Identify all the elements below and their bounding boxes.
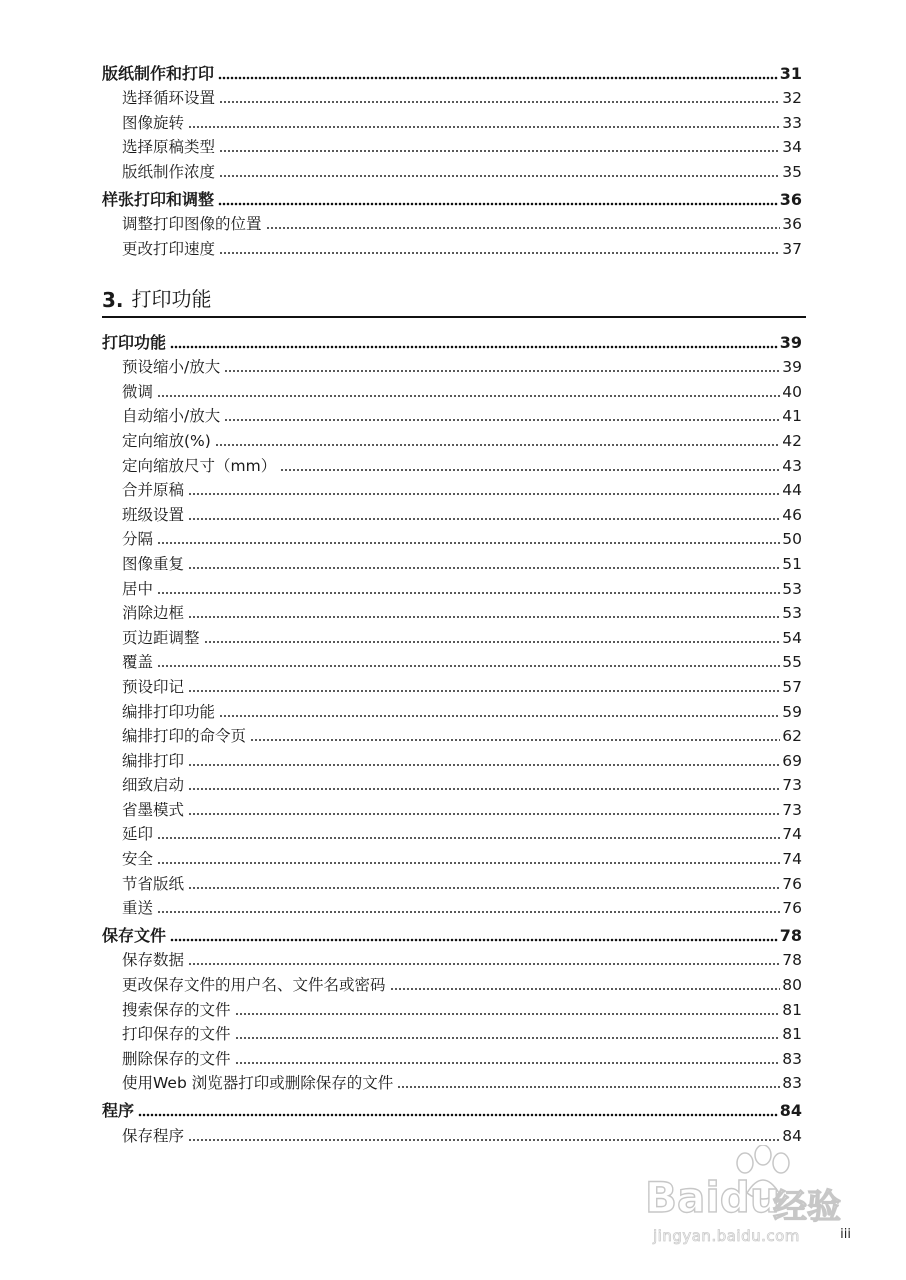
toc-entry-title: 保存程序 (122, 1126, 185, 1145)
toc-page-number: 33 (782, 113, 802, 132)
toc-entry-title: 预设缩小/放大 (122, 358, 221, 377)
dot-leader (235, 1026, 781, 1040)
dot-leader (188, 876, 780, 890)
toc-entry-title: 版纸制作浓度 (122, 162, 216, 181)
toc-page-number: 39 (782, 358, 802, 377)
toc-page-number: 76 (782, 899, 802, 918)
toc-page-number: 40 (782, 382, 802, 401)
toc-page-number: 34 (782, 138, 802, 157)
toc-entry-title: 延印 (122, 825, 154, 844)
toc-entry-title: 定向缩放(%) (122, 431, 211, 450)
toc-sub-entry[interactable] (102, 794, 802, 819)
toc-main-entry[interactable] (102, 184, 802, 209)
toc-page-number: 59 (782, 702, 802, 721)
toc-section-print-functions (102, 327, 802, 1145)
toc-page-number: 39 (779, 332, 802, 352)
toc-sub-entry[interactable] (102, 524, 802, 549)
watermark-brand-cn: 经验 (773, 1187, 841, 1227)
dot-leader (157, 900, 780, 914)
dot-leader (219, 90, 780, 104)
toc-entry-title: 图像旋转 (122, 113, 185, 132)
toc-entry-title: 安全 (122, 850, 154, 869)
dot-leader (188, 556, 780, 570)
toc-sub-entry[interactable] (102, 352, 802, 377)
toc-entry-title: 选择原稿类型 (122, 138, 216, 157)
toc-sub-entry[interactable] (102, 819, 802, 844)
dot-leader (218, 66, 778, 80)
toc-sub-entry[interactable] (102, 721, 802, 746)
dot-leader (280, 458, 780, 472)
toc-entry-title: 图像重复 (122, 554, 185, 573)
toc-entry-title: 使用Web 浏览器打印或删除保存的文件 (122, 1074, 394, 1093)
toc-entry-title: 保存数据 (122, 951, 185, 970)
toc-sub-entry[interactable] (102, 376, 802, 401)
toc-page-number: 81 (782, 1025, 802, 1044)
toc-entry-title: 编排打印 (122, 751, 185, 770)
toc-sub-entry[interactable] (102, 209, 802, 234)
toc-page-number: 50 (782, 530, 802, 549)
toc-sub-entry[interactable] (102, 548, 802, 573)
toc-page-number: 51 (782, 554, 802, 573)
toc-section-printing-basics (102, 58, 802, 258)
toc-page-number: 74 (782, 825, 802, 844)
dot-leader (157, 531, 780, 545)
toc-page-number: 53 (782, 604, 802, 623)
toc-page-number: 80 (782, 976, 802, 995)
page-folio: iii (840, 1227, 851, 1242)
toc-page-number: 78 (779, 925, 802, 945)
toc-page-number: 73 (782, 800, 802, 819)
dot-leader (157, 654, 780, 668)
toc-sub-entry[interactable] (102, 1019, 802, 1044)
toc-sub-entry[interactable] (102, 475, 802, 500)
toc-sub-entry[interactable] (102, 843, 802, 868)
toc-sub-entry[interactable] (102, 868, 802, 893)
toc-page-number: 32 (782, 89, 802, 108)
toc-sub-entry[interactable] (102, 598, 802, 623)
toc-main-entry[interactable] (102, 1095, 802, 1120)
dot-leader (157, 826, 780, 840)
toc-page-number: 62 (782, 727, 802, 746)
toc-page-number: 83 (782, 1074, 802, 1093)
toc-entry-title: 居中 (122, 579, 154, 598)
toc-sub-entry[interactable] (102, 893, 802, 918)
toc-entry-title: 覆盖 (122, 653, 154, 672)
dot-leader (188, 115, 780, 129)
toc-page-number: 36 (779, 189, 802, 209)
toc-entry-title: 页边距调整 (122, 628, 200, 647)
dot-leader (266, 216, 781, 230)
toc-sub-entry[interactable] (102, 696, 802, 721)
toc-entry-title: 预设印记 (122, 677, 185, 696)
dot-leader (390, 977, 781, 991)
toc-main-entry[interactable] (102, 58, 802, 83)
dot-leader (219, 164, 780, 178)
dot-leader (188, 507, 780, 521)
toc-page-number: 81 (782, 1000, 802, 1019)
toc-entry-title: 程序 (102, 1101, 135, 1120)
watermark-url: jingyan.baidu.com (653, 1227, 800, 1245)
toc-entry-title: 版纸制作和打印 (102, 63, 215, 83)
toc-sub-entry[interactable] (102, 132, 802, 157)
toc-entry-title: 更改打印速度 (122, 239, 216, 258)
chapter-title: 打印功能 (131, 287, 212, 311)
toc-sub-entry[interactable] (102, 969, 802, 994)
toc-page-number: 31 (779, 63, 802, 83)
toc-entry-title: 删除保存的文件 (122, 1049, 231, 1068)
dot-leader (170, 335, 778, 349)
toc-page-number: 74 (782, 850, 802, 869)
toc-page-number: 43 (782, 456, 802, 475)
toc-sub-entry[interactable] (102, 1043, 802, 1068)
toc-entry-title: 自动缩小/放大 (122, 407, 221, 426)
dot-leader (188, 1128, 780, 1142)
baidu-jingyan-watermark (645, 1145, 855, 1245)
dot-leader (188, 802, 780, 816)
toc-sub-entry[interactable] (102, 107, 802, 132)
toc-sub-entry[interactable] (102, 83, 802, 108)
dot-leader (397, 1075, 780, 1089)
dot-leader (157, 581, 780, 595)
toc-entry-title: 班级设置 (122, 505, 185, 524)
watermark-brand: Baidu (645, 1173, 780, 1222)
toc-page-number: 44 (782, 481, 802, 500)
toc-page-number: 84 (782, 1126, 802, 1145)
dot-leader (188, 605, 780, 619)
toc-sub-entry[interactable] (102, 156, 802, 181)
toc-entry-title: 打印功能 (102, 332, 167, 352)
dot-leader (218, 192, 778, 206)
dot-leader (204, 630, 781, 644)
dot-leader (188, 753, 780, 767)
dot-leader (219, 139, 780, 153)
toc-entry-title: 更改保存文件的用户名、文件名或密码 (122, 976, 386, 995)
dot-leader (157, 851, 780, 865)
toc-entry-title: 节省版纸 (122, 874, 185, 893)
toc-entry-title: 定向缩放尺寸（mm） (122, 456, 277, 475)
toc-main-entry[interactable] (102, 920, 802, 945)
toc-page-number: 35 (782, 162, 802, 181)
toc-entry-title: 保存文件 (102, 925, 167, 945)
toc-entry-title: 微调 (122, 382, 154, 401)
dot-leader (138, 1103, 778, 1117)
toc-page-number: 42 (782, 431, 802, 450)
toc-sub-entry[interactable] (102, 233, 802, 258)
dot-leader (250, 728, 780, 742)
toc-page-number: 69 (782, 751, 802, 770)
dot-leader (235, 1002, 781, 1016)
toc-entry-title: 省墨模式 (122, 800, 185, 819)
chapter-number: 3. (102, 288, 124, 312)
toc-entry-title: 消除边框 (122, 604, 185, 623)
toc-entry-title: 编排打印功能 (122, 702, 216, 721)
chapter-heading (102, 282, 806, 318)
toc-sub-entry[interactable] (102, 745, 802, 770)
toc-entry-title: 样张打印和调整 (102, 189, 215, 209)
toc-main-entry[interactable] (102, 327, 802, 352)
toc-sub-entry[interactable] (102, 647, 802, 672)
dot-leader (235, 1051, 781, 1065)
toc-entry-title: 搜索保存的文件 (122, 1000, 231, 1019)
toc-page-number: 46 (782, 505, 802, 524)
toc-entry-title: 调整打印图像的位置 (122, 215, 262, 234)
dot-leader (170, 928, 778, 942)
toc-sub-entry[interactable] (102, 994, 802, 1019)
toc-entry-title: 分隔 (122, 530, 154, 549)
dot-leader (219, 241, 780, 255)
dot-leader (188, 952, 780, 966)
toc-entry-title: 合并原稿 (122, 481, 185, 500)
dot-leader (188, 482, 780, 496)
toc-page-number: 76 (782, 874, 802, 893)
dot-leader (157, 384, 780, 398)
toc-page-number: 73 (782, 776, 802, 795)
dot-leader (215, 433, 780, 447)
toc-entry-title: 重送 (122, 899, 154, 918)
toc-entry-title: 细致启动 (122, 776, 185, 795)
toc-entry-title: 选择循环设置 (122, 89, 216, 108)
toc-page-number: 84 (779, 1101, 802, 1120)
dot-leader (224, 359, 780, 373)
toc-page-number: 41 (782, 407, 802, 426)
toc-sub-entry[interactable] (102, 1120, 802, 1145)
toc-sub-entry[interactable] (102, 450, 802, 475)
toc-entry-title: 打印保存的文件 (122, 1025, 231, 1044)
toc-page-number: 54 (782, 628, 802, 647)
toc-entry-title: 编排打印的命令页 (122, 727, 247, 746)
toc-sub-entry[interactable] (102, 425, 802, 450)
toc-page-number: 53 (782, 579, 802, 598)
toc-sub-entry[interactable] (102, 770, 802, 795)
dot-leader (219, 704, 780, 718)
toc-page-number: 37 (782, 239, 802, 258)
toc-sub-entry[interactable] (102, 401, 802, 426)
toc-sub-entry[interactable] (102, 499, 802, 524)
dot-leader (188, 777, 780, 791)
toc-page-number: 83 (782, 1049, 802, 1068)
dot-leader (224, 408, 780, 422)
dot-leader (188, 679, 780, 693)
toc-sub-entry[interactable] (102, 573, 802, 598)
toc-sub-entry[interactable] (102, 622, 802, 647)
toc-sub-entry[interactable] (102, 671, 802, 696)
toc-page-number: 57 (782, 677, 802, 696)
toc-page-number: 78 (782, 951, 802, 970)
toc-page-number: 36 (782, 215, 802, 234)
toc-sub-entry[interactable] (102, 1068, 802, 1093)
toc-sub-entry[interactable] (102, 945, 802, 970)
toc-page-number: 55 (782, 653, 802, 672)
